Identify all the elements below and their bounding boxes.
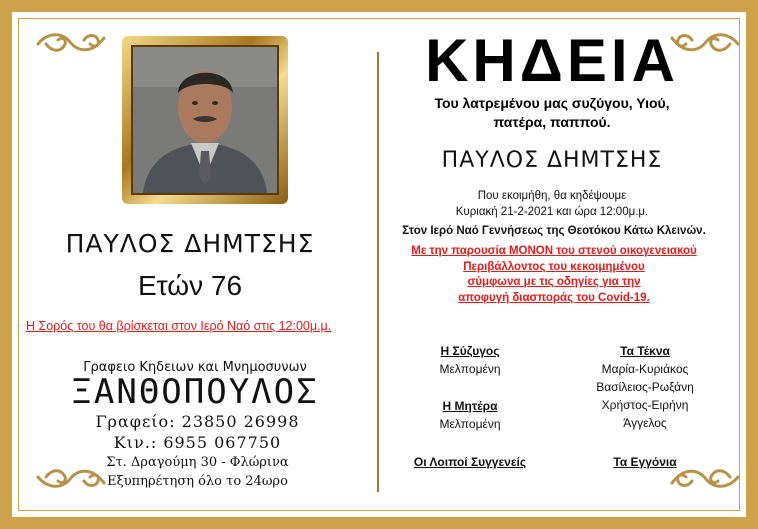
covid-notice-line: Περιβάλλοντος του κεκοιμημένου <box>463 260 645 273</box>
office-phone: Γραφείο: 23850 26998 <box>95 412 300 431</box>
announcement-line: Κυριακή 21-2-2021 και ώρα 12:00μ.μ. <box>455 206 649 218</box>
deceased-age: Ετών 76 <box>137 270 243 301</box>
grandchildren-block <box>570 453 720 471</box>
covid-notice-line: σύμφωνα με τις οδηγίες για την <box>467 276 641 288</box>
covid-notice-line: αποφυγή διασποράς του Covid-19. <box>458 291 650 304</box>
covid-notice-line: Με την παρουσία ΜΟΝΟΝ του στενού οικογενειακού <box>411 245 697 257</box>
coffin-location-note: Η Σορός του θα βρίσκεται στον Ιερό Ναό στις 12:00μ.μ. <box>26 319 332 333</box>
child-name: Χρήστος-Ειρήνη <box>601 398 689 412</box>
office-mobile: Κιν.: 6955 067750 <box>113 433 282 452</box>
beloved-line: Του λατρεμένου μας συζύγου, Υιού, <box>434 95 670 111</box>
funeral-office-title: Γραφειο Κηδειων και Μνημοσυνων <box>83 360 307 375</box>
child-name: Άγγελος <box>623 416 667 430</box>
beloved-text <box>392 94 712 132</box>
portrait-image <box>133 47 277 193</box>
office-address: Στ. Δραγούμη 30 - Φλώρινα <box>106 455 289 470</box>
church-location: Στον Ιερό Ναό Γεννήσεως της Θεοτόκου Κάτω Κλεινών. <box>402 225 706 237</box>
deceased-name: ΠΑΥΛΟΣ ΔΗΜΤΣΗΣ <box>65 229 315 258</box>
portrait-frame <box>122 36 288 204</box>
page-title: ΚΗΔΕΙΑ <box>425 27 679 94</box>
mother-title: Η Μητέρα <box>442 399 498 413</box>
relatives-block <box>395 453 545 471</box>
children-title: Τα Τέκνα <box>620 344 670 358</box>
spouse-title: Η Σύζυγος <box>440 344 500 358</box>
beloved-line: πατέρα, παππού. <box>493 114 611 130</box>
funeral-announcement <box>392 188 712 220</box>
children-block <box>570 342 720 432</box>
relatives-title: Οι Λοιποί Συγγενείς <box>413 455 527 469</box>
office-hours: Εξυπηρέτηση όλο το 24ωρο <box>107 474 288 489</box>
child-name: Βασίλειος-Ρωξάνη <box>596 380 694 394</box>
announcement-line: Που εκοιμήθη, θα κηδέψουμε <box>477 190 627 202</box>
child-name: Μαρία-Κυριάκος <box>601 362 689 376</box>
spouse-block <box>400 342 540 378</box>
covid-notice <box>392 244 716 306</box>
scroll-ornament-icon <box>34 30 108 58</box>
portrait-photo <box>131 45 279 195</box>
spouse-name: Μελπομένη <box>439 362 501 376</box>
deceased-name-right: ΠΑΥΛΟΣ ΔΗΜΤΣΗΣ <box>441 148 663 173</box>
mother-name: Μελπομένη <box>439 417 501 431</box>
funeral-office-name: ΞΑΝΘΟΠΟΥΛΟΣ <box>71 372 319 412</box>
grandchildren-title: Τα Εγγόνια <box>613 455 677 469</box>
mother-block <box>400 397 540 433</box>
